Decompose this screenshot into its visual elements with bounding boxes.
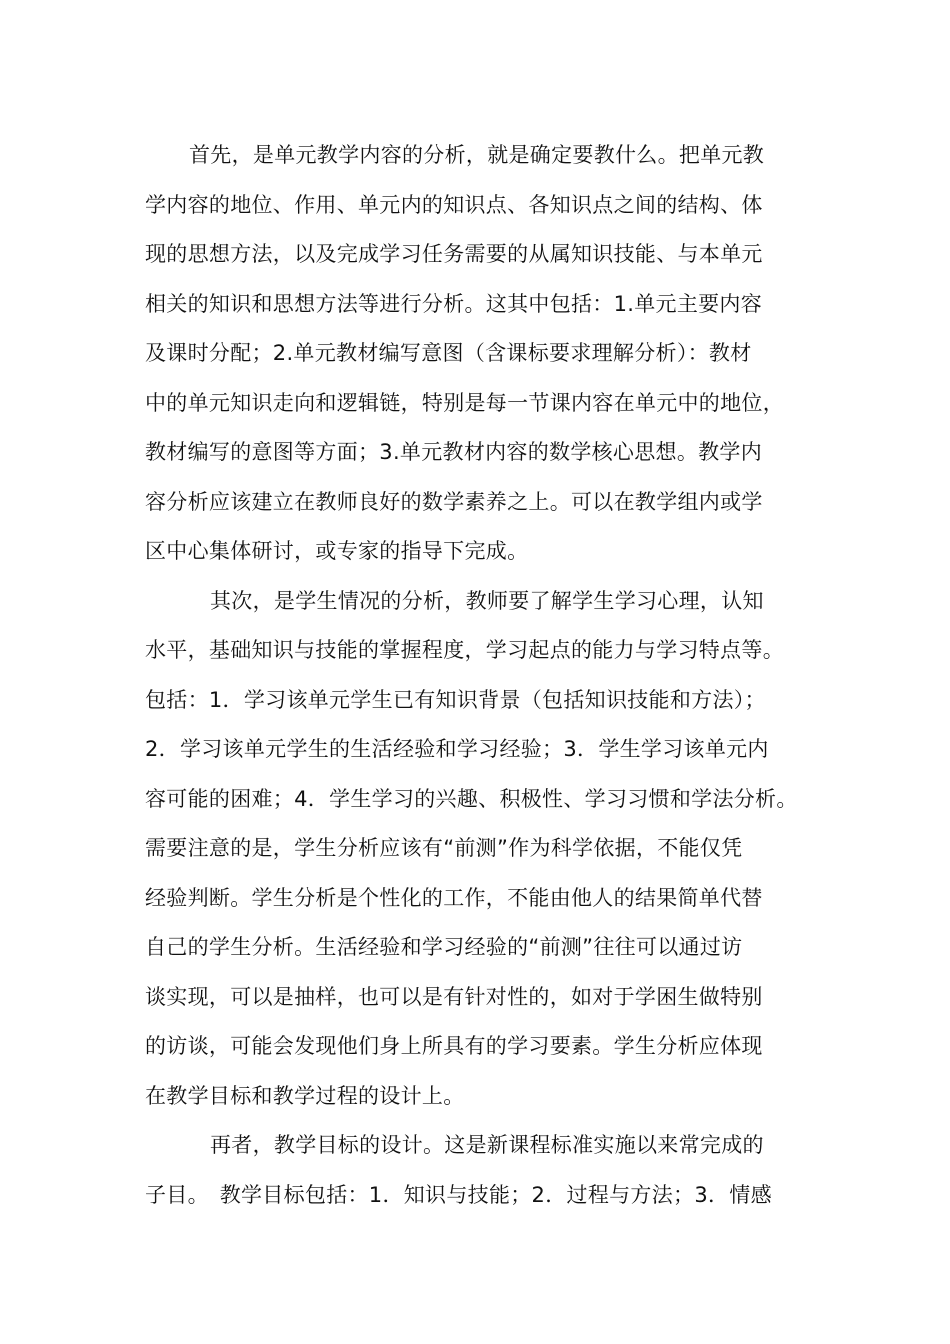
text-line: 需要注意的是，学生分析应该有“前测”作为科学依据，不能仅凭 [145, 836, 743, 860]
text-line: 经验判断。学生分析是个性化的工作，不能由他人的结果简单代替 [145, 885, 763, 910]
text-line: 首先，是单元教学内容的分析，就是确定要教什么。把单元教 [189, 143, 765, 167]
text-line: 的访谈，可能会发现他们身上所具有的学习要素。学生分析应体现 [145, 1034, 763, 1058]
text-line: 水平，基础知识与技能的掌握程度，学习起点的能力与学习特点等。 [145, 638, 784, 662]
document-body [145, 131, 825, 1220]
text-line: 其次，是学生情况的分析，教师要了解学生学习心理，认知 [210, 588, 764, 613]
text-line: 容可能的困难；4．学生学习的兴趣、积极性、学习习惯和学法分析。 [145, 786, 798, 811]
text-line: 及课时分配；2.单元教材编写意图（含课标要求理解分析）：教材 [145, 341, 752, 365]
text-line: 包括：1．学习该单元学生已有知识背景（包括知识技能和方法）； [145, 687, 766, 712]
text-line: 自己的学生分析。生活经验和学习经验的“前测”往往可以通过访 [145, 935, 743, 959]
text-line: 学内容的地位、作用、单元内的知识点、各知识点之间的结构、体 [145, 192, 763, 217]
text-line: 相关的知识和思想方法等进行分析。这其中包括：1.单元主要内容 [145, 291, 763, 316]
paragraph-teaching-goals [145, 1121, 825, 1220]
text-line: 2．学习该单元学生的生活经验和学习经验；3．学生学习该单元内 [145, 737, 769, 761]
text-line: 区中心集体研讨，或专家的指导下完成。 [145, 539, 529, 563]
paragraph-unit-content-analysis [145, 131, 825, 577]
text-line: 子目。 教学目标包括：1．知识与技能；2．过程与方法；3．情感 [145, 1182, 772, 1207]
text-line: 谈实现，可以是抽样，也可以是有针对性的，如对于学困生做特别 [145, 984, 763, 1009]
text-line: 在教学目标和教学过程的设计上。 [145, 1083, 465, 1108]
text-line: 中的单元知识走向和逻辑链，特别是每一节课内容在单元中的地位， [145, 390, 784, 415]
text-line: 再者，教学目标的设计。这是新课程标准实施以来常完成的 [210, 1133, 764, 1157]
text-line: 现的思想方法，以及完成学习任务需要的从属知识技能、与本单元 [145, 242, 763, 266]
text-line: 教材编写的意图等方面；3.单元教材内容的数学核心思想。教学内 [145, 440, 763, 464]
paragraph-student-analysis [145, 577, 825, 1122]
text-line: 容分析应该建立在教师良好的数学素养之上。可以在教学组内或学 [145, 489, 763, 514]
